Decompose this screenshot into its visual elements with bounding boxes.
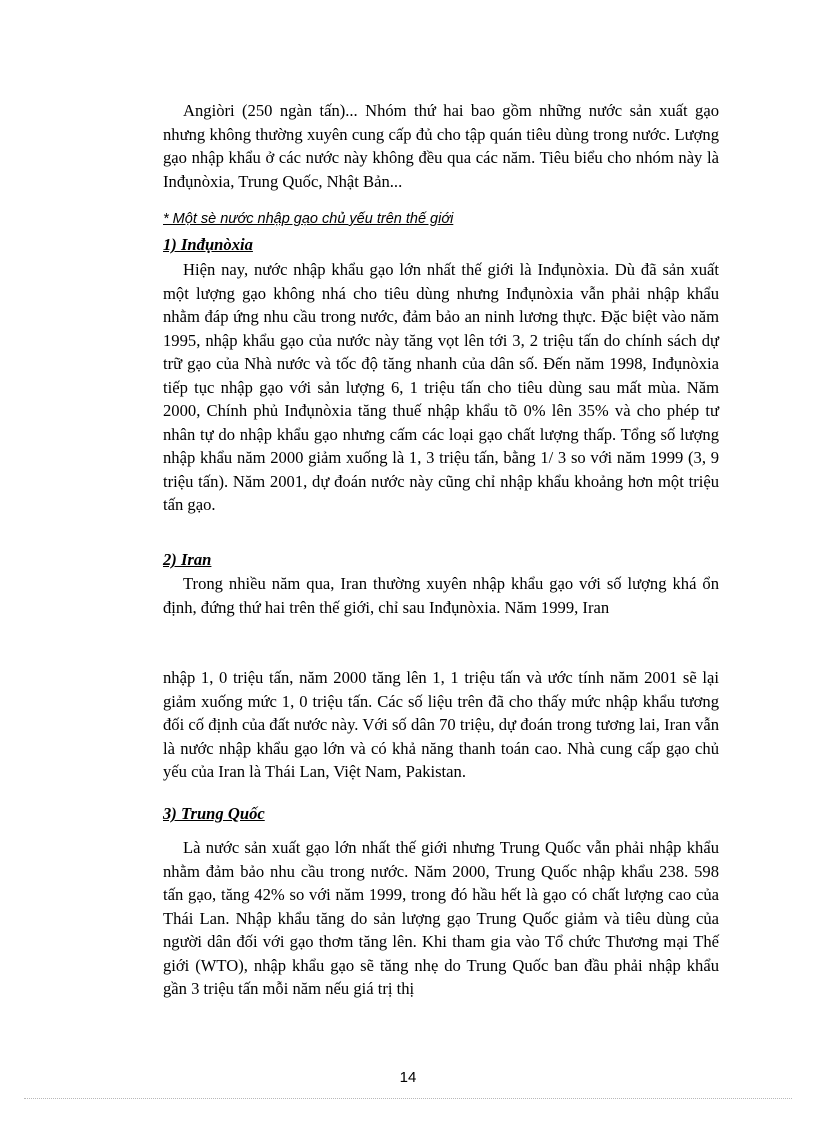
page-number: 14 — [399, 1069, 417, 1086]
section-heading-china: 3) Trung Quốc — [163, 804, 265, 823]
section-heading-iran: 2) Iran — [163, 550, 212, 569]
importers-subheading: * Một sè nước nhập gạo chủ yếu trên thế giới — [163, 211, 454, 227]
china-paragraph: Là nước sản xuất gạo lớn nhất thế giới nhưng Trung Quốc vẫn phải nhập khẩu nhằm đảm bảo nhu cầu trong nước. Năm 2000, Trung Quốc nhập khẩu 238. 598 tấn gạo, tăng 42% so với năm 1999, trong đó hầu hết là gạo có chất lượng cao của Thái Lan. Nhập khẩu tăng do sản lượng gạo Trung Quốc giảm và tiêu dùng của người dân đối với gạo thơm tăng lên. Khi tham gia vào Tổ chức Thương mại Thế giới (WTO), nhập khẩu gạo sẽ tăng nhẹ do Trung Quốc ban đầu phải nhập khẩu gần 3 triệu tấn mỗi năm nếu giá trị thị — [163, 838, 719, 998]
iran-paragraph-continued: nhập 1, 0 triệu tấn, năm 2000 tăng lên 1, 1 triệu tấn và ước tính năm 2001 sẽ lại giảm xuống mức 1, 0 triệu tấn. Các số liệu trên đã cho thấy mức nhập khẩu tương đối cố định của đất nước này. Với số dân 70 triệu, dự đoán trong tương lai, Iran vẫn là nước nhập khẩu gạo lớn và có khả năng thanh toán cao. Nhà cung cấp gạo chủ yếu của Iran là Thái Lan, Việt Nam, Pakistan. — [163, 668, 719, 781]
iran-paragraph: Trong nhiều năm qua, Iran thường xuyên nhập khẩu gạo với số lượng khá ổn định, đứng thứ hai trên thế giới, chỉ sau Inđụnòxia. Năm 1999, Iran — [163, 574, 719, 617]
footer-divider — [24, 1098, 792, 1099]
intro-paragraph: Angiòri (250 ngàn tấn)... Nhóm thứ hai bao gồm những nước sản xuất gạo nhưng không thường xuyên cung cấp đủ cho tập quán tiêu dùng trong nước. Lượng gạo nhập khẩu ở các nước này không đều qua các năm. Tiêu biểu cho nhóm này là Inđụnòxia, Trung Quốc, Nhật Bản... — [163, 101, 719, 191]
indonesia-paragraph: Hiện nay, nước nhập khẩu gạo lớn nhất thế giới là Inđụnòxia. Dù đã sản xuất một lượng gạo không nhá cho tiêu dùng nhưng Inđụnòxia vẫn phải nhập khẩu nhằm đáp ứng nhu cầu trong nước, đảm bảo an ninh lương thực. Đặc biệt vào năm 1995, nhập khẩu gạo của nước này tăng vọt lên tới 3, 2 triệu tấn do chính sách dự trữ gạo của Nhà nước và tốc độ tăng nhanh của dân số. Đến năm 1998, Inđụnòxia tiếp tục nhập gạo với sản lượng 6, 1 triệu tấn cho tiêu dùng sau mất mùa. Năm 2000, Chính phủ Inđụnòxia tăng thuế nhập khẩu tõ 0% lên 35% và cho phép tư nhân tự do nhập khẩu gạo nhưng cấm các loại gạo chất lượng thấp. Tổng số lượng nhập khẩu năm 2000 giảm xuống là 1, 3 triệu tấn, bằng 1/ 3 so với năm 1999 (3, 9 triệu tấn). Năm 2001, dự đoán nước này cũng chỉ nhập khẩu khoảng hơn một triệu tấn gạo. — [163, 260, 719, 514]
section-heading-indonesia: 1) Inđụnòxia — [163, 235, 253, 254]
